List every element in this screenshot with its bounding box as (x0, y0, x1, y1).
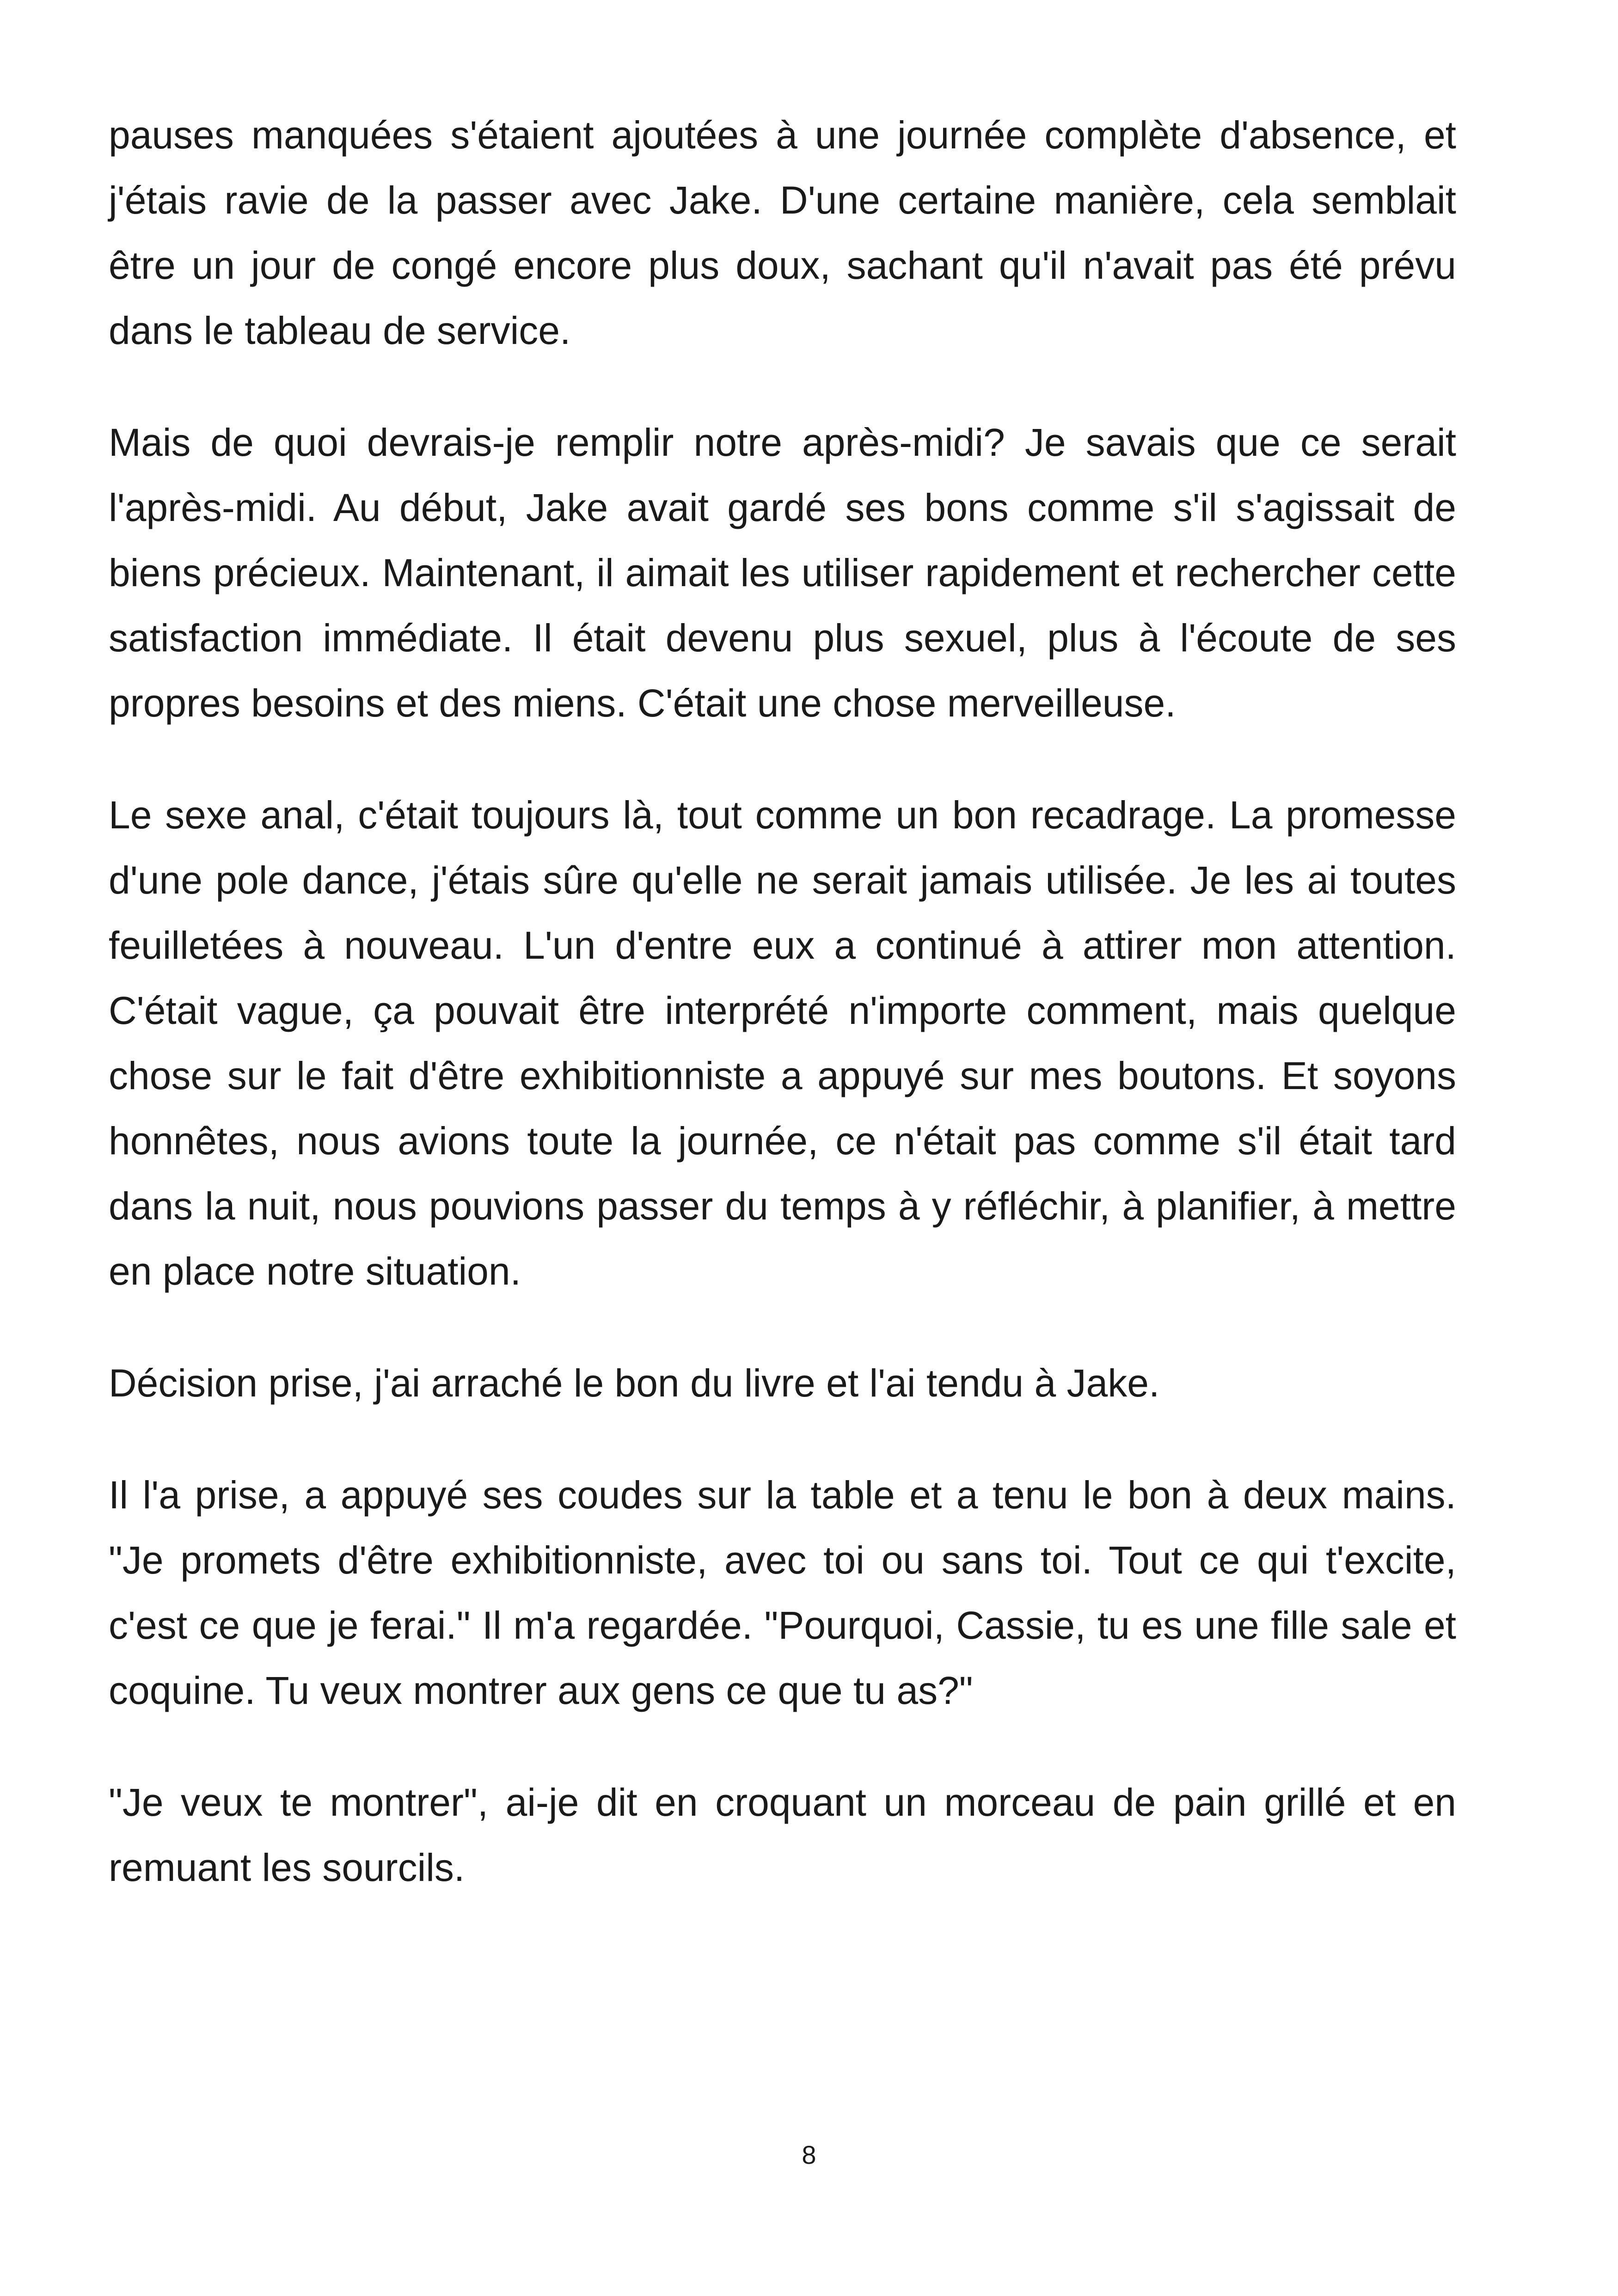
page-number: 8 (802, 2140, 816, 2169)
paragraph-1: pauses manquées s'étaient ajoutées à une journée complète d'absence, et j'étais ravie de la passer avec Jake. D'une certaine manière, cela semblait être un jour de congé encore plus doux, sachant qu'il n'avait pas été prévu dans le tableau de service. (109, 113, 1456, 352)
paragraph-2: Mais de quoi devrais-je remplir notre après-midi? Je savais que ce serait l'après-midi. Au début, Jake avait gardé ses bons comme s'il s'agissait de biens précieux. Maintenant, il aimait les utiliser rapidement et rechercher cette satisfaction immédiate. Il était devenu plus sexuel, plus à l'écoute de ses propres besoins et des miens. C'était une chose merveilleuse. (109, 421, 1456, 725)
paragraph-5: Il l'a prise, a appuyé ses coudes sur la table et a tenu le bon à deux mains. "Je promets d'être exhibitionniste, avec toi ou sans toi. Tout ce qui t'excite, c'est ce que je ferai." Il m'a regardée. "Pourquoi, Cassie, tu es une fille sale et coquine. Tu veux montrer aux gens ce que tu as?" (109, 1473, 1456, 1712)
body-text (109, 103, 1456, 1947)
paragraph-4: Décision prise, j'ai arraché le bon du livre et l'ai tendu à Jake. (109, 1361, 1160, 1405)
paragraph-3: Le sexe anal, c'était toujours là, tout comme un bon recadrage. La promesse d'une pole dance, j'étais sûre qu'elle ne serait jamais utilisée. Je les ai toutes feuilletées à nouveau. L'un d'entre eux a continué à attirer mon attention. C'était vague, ça pouvait être interprété n'importe comment, mais quelque chose sur le fait d'être exhibitionniste a appuyé sur mes boutons. Et soyons honnêtes, nous avions toute la journée, ce n'était pas comme s'il était tard dans la nuit, nous pouvions passer du temps à y réfléchir, à planifier, à mettre en place notre situation. (109, 793, 1456, 1293)
paragraph-6: "Je veux te montrer", ai-je dit en croquant un morceau de pain grillé et en remuant les sourcils. (109, 1781, 1456, 1889)
